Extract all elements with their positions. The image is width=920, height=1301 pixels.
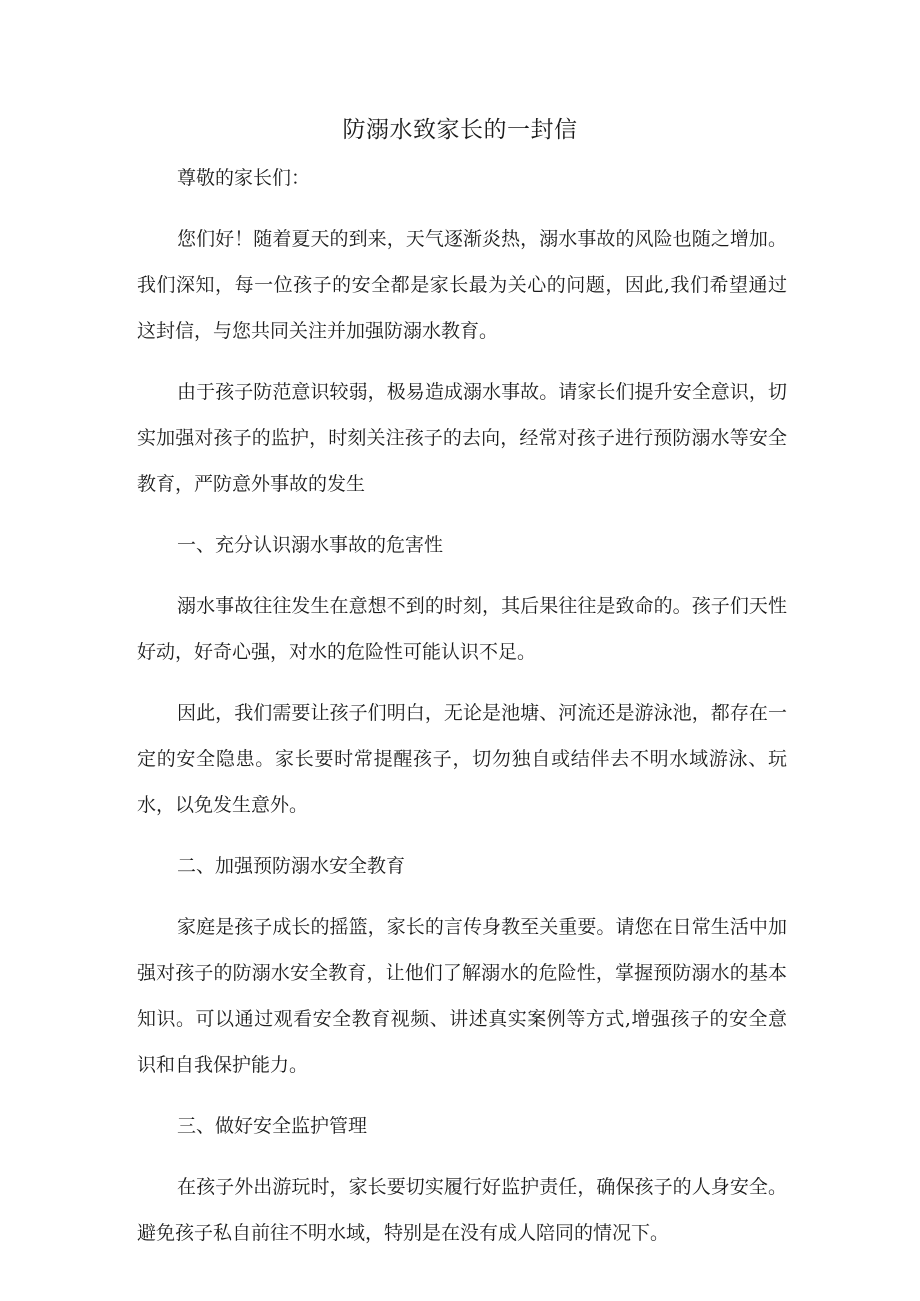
paragraph-danger: 溺水事故往往发生在意想不到的时刻，其后果往往是致命的。孩子们天性好动，好奇心强，对水的危险性可能认识不足。 bbox=[137, 595, 787, 663]
section-heading-1: 一、充分认识溺水事故的危害性 bbox=[177, 534, 444, 556]
section-heading-3: 三、做好安全监护管理 bbox=[177, 1115, 368, 1137]
letter-body bbox=[137, 155, 787, 1271]
salutation: 尊敬的家长们： bbox=[177, 167, 311, 189]
paragraph-education: 家庭是孩子成长的摇篮，家长的言传身教至关重要。请您在日常生活中加强对孩子的防溺水安全教育，让他们了解溺水的危险性，掌握预防溺水的基本知识。可以通过观看安全教育视频、讲述真实案例等方式,增强孩子的安全意识和自我保护能力。 bbox=[137, 916, 787, 1076]
paragraph-greeting: 您们好！随着夏天的到来，天气逐渐炎热，溺水事故的风险也随之增加。我们深知，每一位孩子的安全都是家长最为关心的问题，因此,我们希望通过这封信，与您共同关注并加强防溺水教育。 bbox=[137, 228, 787, 342]
paragraph-hazards: 因此，我们需要让孩子们明白，无论是池塘、河流还是游泳池，都存在一定的安全隐患。家长要时常提醒孩子，切勿独自或结伴去不明水域游泳、玩水，以免发生意外。 bbox=[137, 702, 787, 816]
paragraph-awareness: 由于孩子防范意识较弱，极易造成溺水事故。请家长们提升安全意识，切实加强对孩子的监护，时刻关注孩子的去向，经常对孩子进行预防溺水等安全教育，严防意外事故的发生 bbox=[137, 381, 787, 495]
section-heading-2: 二、加强预防溺水安全教育 bbox=[177, 855, 406, 877]
paragraph-supervision: 在孩子外出游玩时，家长要切实履行好监护责任，确保孩子的人身安全。避免孩子私自前往不明水域，特别是在没有成人陪同的情况下。 bbox=[137, 1176, 787, 1244]
document-title: 防溺水致家长的一封信 bbox=[342, 117, 578, 143]
